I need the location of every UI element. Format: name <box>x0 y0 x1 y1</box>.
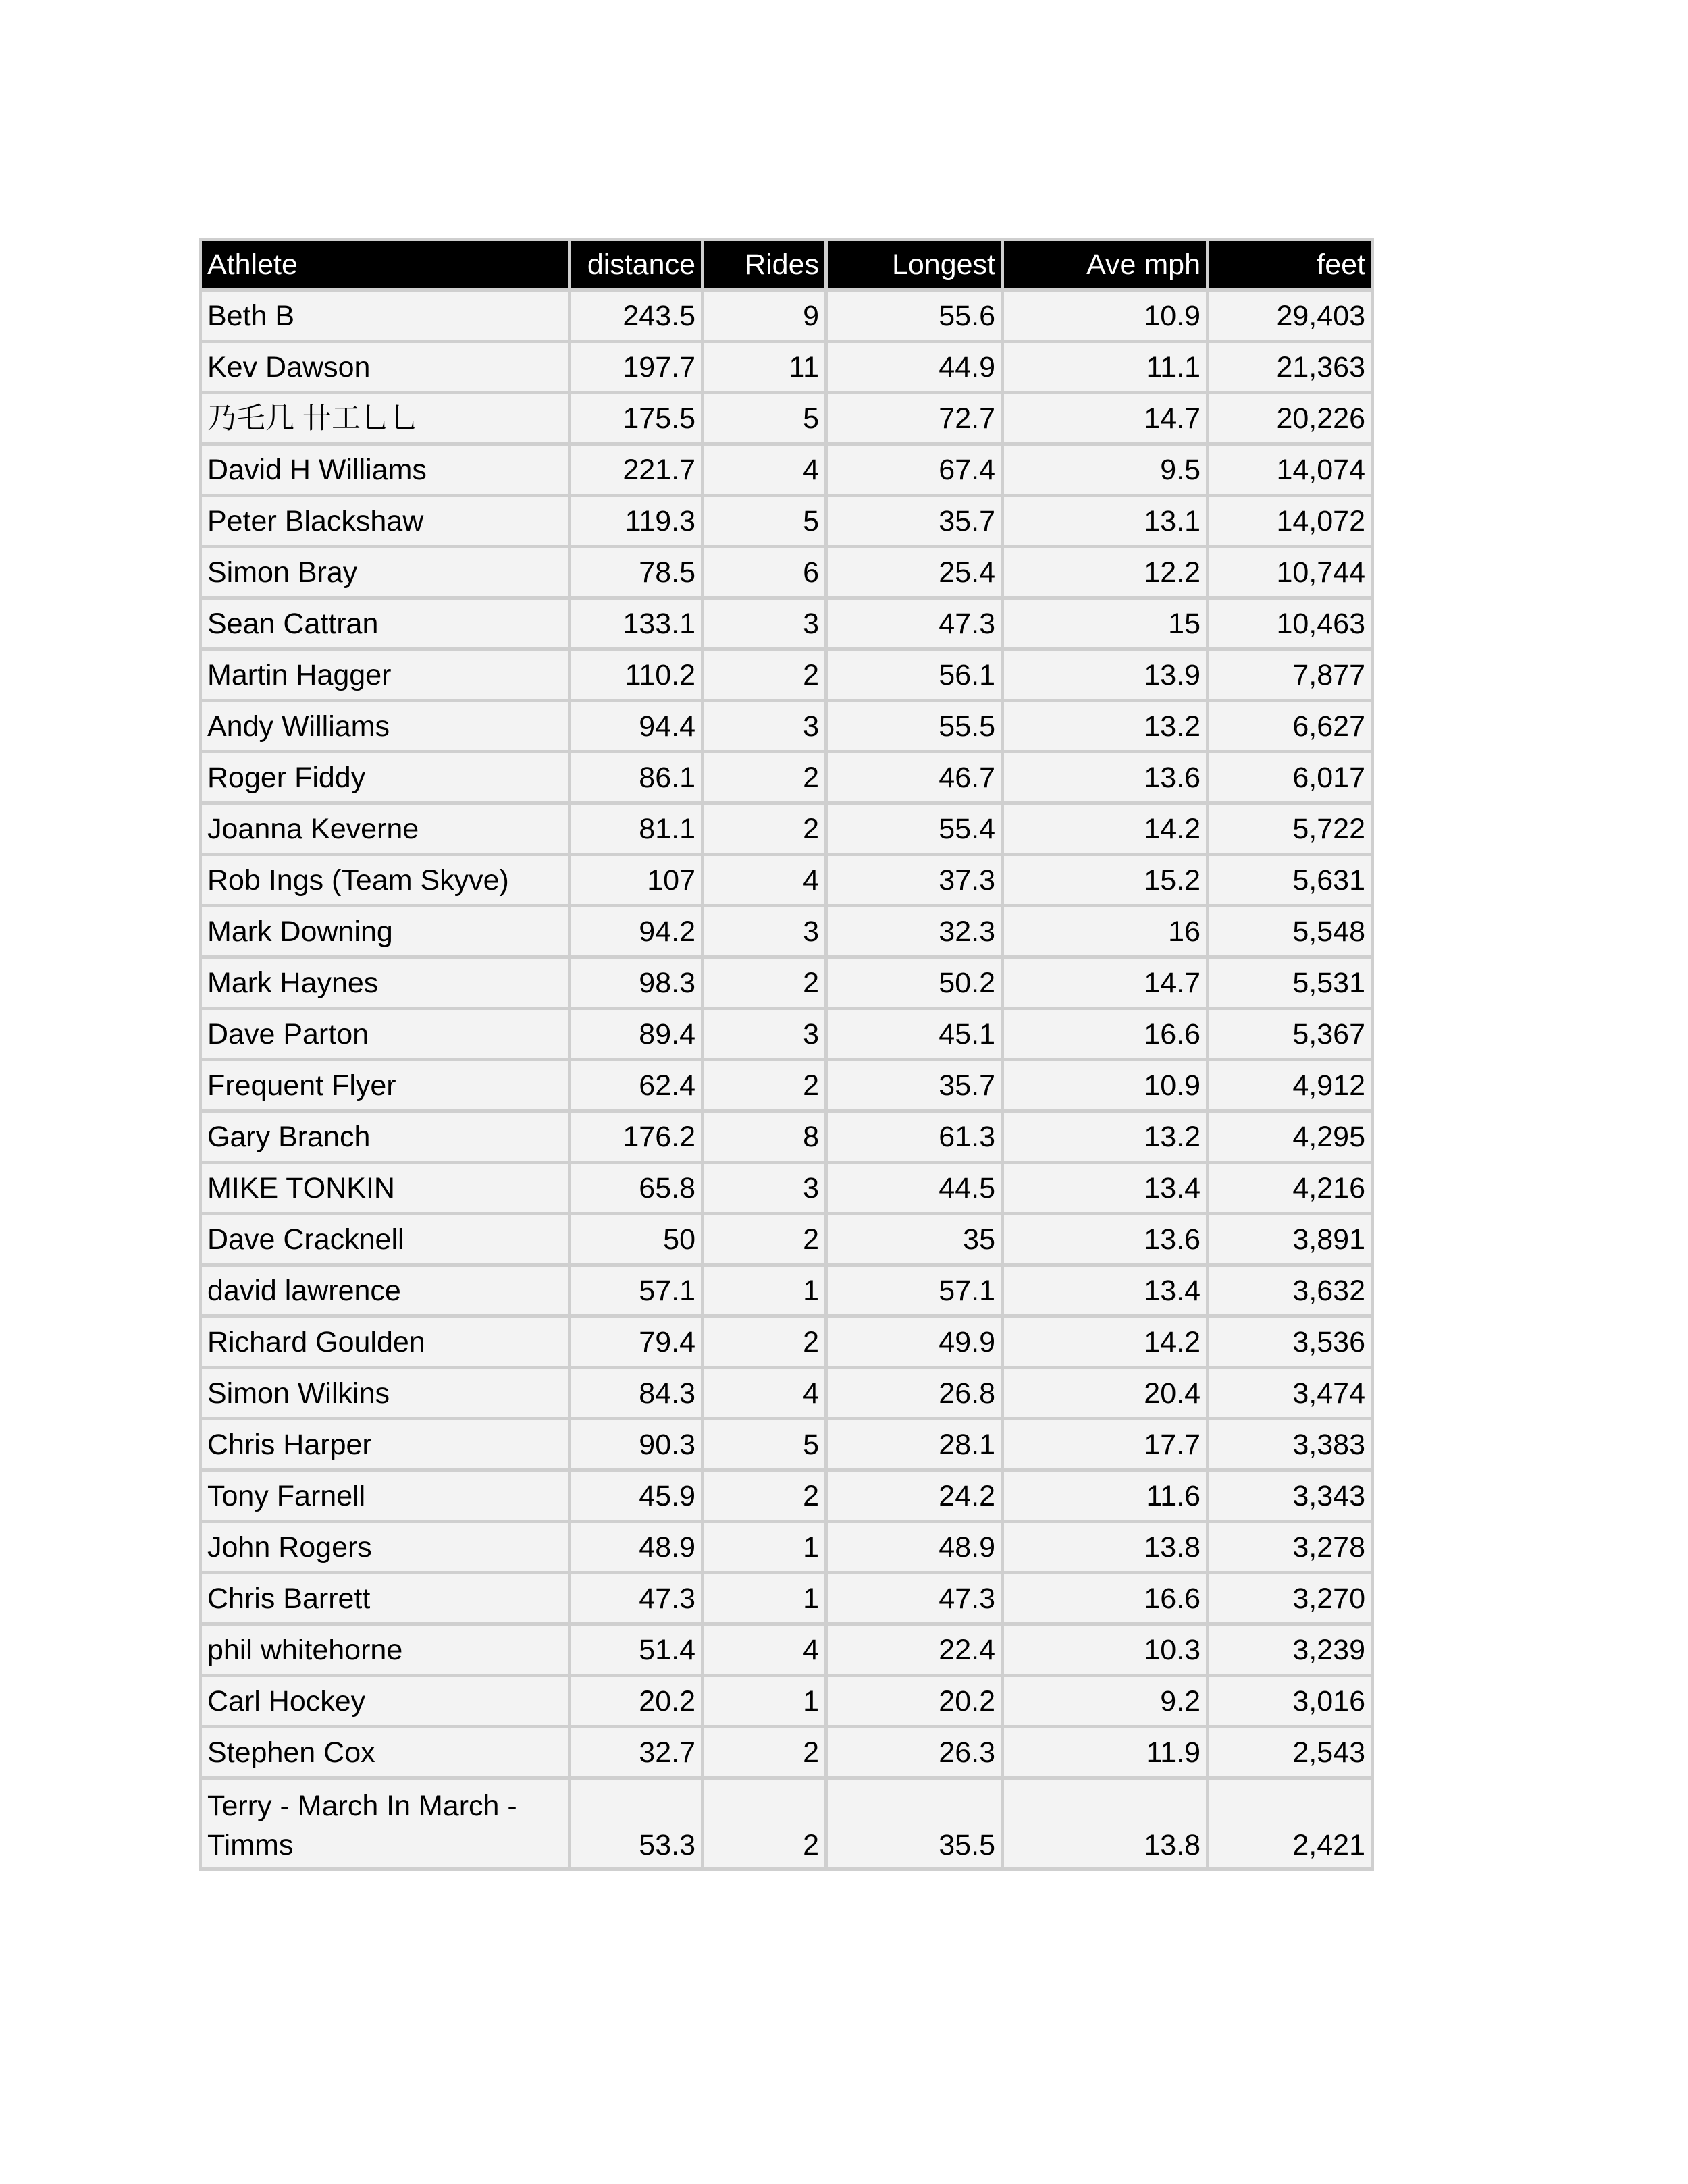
table-row <box>201 803 1373 855</box>
table-row <box>201 957 1373 1009</box>
cell-feet: 4,295 <box>1208 1111 1373 1163</box>
cell-feet: 14,074 <box>1208 444 1373 496</box>
cell-distance: 107 <box>570 855 703 906</box>
table-row <box>201 1214 1373 1265</box>
cell-athlete: Joanna Keverne <box>201 803 570 855</box>
cell-rides: 3 <box>703 701 826 752</box>
cell-feet: 6,017 <box>1208 752 1373 803</box>
cell-distance: 79.4 <box>570 1316 703 1368</box>
table-row <box>201 547 1373 598</box>
cell-ave-mph: 15.2 <box>1003 855 1208 906</box>
cell-ave-mph: 16.6 <box>1003 1009 1208 1060</box>
table-row <box>201 1009 1373 1060</box>
cell-rides: 1 <box>703 1522 826 1573</box>
cell-feet: 4,912 <box>1208 1060 1373 1111</box>
cell-rides: 8 <box>703 1111 826 1163</box>
cell-ave-mph: 9.5 <box>1003 444 1208 496</box>
table-row <box>201 444 1373 496</box>
cell-distance: 20.2 <box>570 1676 703 1727</box>
cell-distance: 133.1 <box>570 598 703 649</box>
cell-feet: 5,722 <box>1208 803 1373 855</box>
cell-athlete: Dave Cracknell <box>201 1214 570 1265</box>
cell-athlete: Chris Harper <box>201 1419 570 1470</box>
cell-ave-mph: 10.9 <box>1003 1060 1208 1111</box>
cell-athlete: John Rogers <box>201 1522 570 1573</box>
cell-longest: 35.7 <box>826 496 1003 547</box>
cell-rides: 3 <box>703 1163 826 1214</box>
cell-rides: 5 <box>703 1419 826 1470</box>
table-row <box>201 1111 1373 1163</box>
cell-distance: 45.9 <box>570 1470 703 1522</box>
cell-rides: 6 <box>703 547 826 598</box>
cell-rides: 11 <box>703 342 826 393</box>
cell-distance: 90.3 <box>570 1419 703 1470</box>
cell-athlete: Roger Fiddy <box>201 752 570 803</box>
cell-distance: 57.1 <box>570 1265 703 1316</box>
cell-rides: 1 <box>703 1265 826 1316</box>
cell-longest: 35.5 <box>826 1778 1003 1869</box>
cell-feet: 5,548 <box>1208 906 1373 957</box>
table-row <box>201 1573 1373 1624</box>
cell-distance: 86.1 <box>570 752 703 803</box>
cell-distance: 50 <box>570 1214 703 1265</box>
cell-longest: 50.2 <box>826 957 1003 1009</box>
cell-ave-mph: 12.2 <box>1003 547 1208 598</box>
table-row <box>201 1727 1373 1778</box>
cell-distance: 47.3 <box>570 1573 703 1624</box>
cell-rides: 2 <box>703 1060 826 1111</box>
cell-longest: 32.3 <box>826 906 1003 957</box>
cell-feet: 29,403 <box>1208 290 1373 342</box>
cell-rides: 2 <box>703 803 826 855</box>
cell-feet: 3,239 <box>1208 1624 1373 1676</box>
cell-ave-mph: 10.3 <box>1003 1624 1208 1676</box>
cell-rides: 2 <box>703 1778 826 1869</box>
table-row <box>201 701 1373 752</box>
header-feet: feet <box>1208 240 1373 290</box>
table-row <box>201 1676 1373 1727</box>
cell-ave-mph: 20.4 <box>1003 1368 1208 1419</box>
cell-ave-mph: 13.8 <box>1003 1522 1208 1573</box>
cell-longest: 56.1 <box>826 649 1003 701</box>
leaderboard-table <box>199 238 1374 1871</box>
cell-feet: 3,016 <box>1208 1676 1373 1727</box>
header-distance: distance <box>570 240 703 290</box>
cell-distance: 98.3 <box>570 957 703 1009</box>
header-longest: Longest <box>826 240 1003 290</box>
cell-athlete: david lawrence <box>201 1265 570 1316</box>
cell-feet: 14,072 <box>1208 496 1373 547</box>
cell-ave-mph: 11.6 <box>1003 1470 1208 1522</box>
cell-ave-mph: 13.2 <box>1003 701 1208 752</box>
cell-athlete: Dave Parton <box>201 1009 570 1060</box>
cell-athlete: Sean Cattran <box>201 598 570 649</box>
cell-distance: 110.2 <box>570 649 703 701</box>
cell-rides: 9 <box>703 290 826 342</box>
cell-longest: 55.4 <box>826 803 1003 855</box>
table-row <box>201 1419 1373 1470</box>
table-row <box>201 1522 1373 1573</box>
table-row <box>201 1265 1373 1316</box>
cell-rides: 2 <box>703 1214 826 1265</box>
cell-feet: 3,278 <box>1208 1522 1373 1573</box>
cell-feet: 6,627 <box>1208 701 1373 752</box>
header-row <box>201 240 1373 290</box>
cell-longest: 72.7 <box>826 393 1003 444</box>
cell-feet: 5,631 <box>1208 855 1373 906</box>
cell-ave-mph: 11.1 <box>1003 342 1208 393</box>
table-row <box>201 393 1373 444</box>
cell-ave-mph: 13.6 <box>1003 752 1208 803</box>
cell-longest: 48.9 <box>826 1522 1003 1573</box>
cell-rides: 3 <box>703 906 826 957</box>
cell-ave-mph: 11.9 <box>1003 1727 1208 1778</box>
table-row <box>201 496 1373 547</box>
header-rides: Rides <box>703 240 826 290</box>
table-row <box>201 906 1373 957</box>
cell-ave-mph: 14.2 <box>1003 803 1208 855</box>
cell-feet: 4,216 <box>1208 1163 1373 1214</box>
cell-longest: 57.1 <box>826 1265 1003 1316</box>
cell-feet: 3,632 <box>1208 1265 1373 1316</box>
cell-distance: 221.7 <box>570 444 703 496</box>
cell-rides: 5 <box>703 496 826 547</box>
cell-rides: 2 <box>703 1470 826 1522</box>
cell-longest: 47.3 <box>826 1573 1003 1624</box>
cell-ave-mph: 13.9 <box>1003 649 1208 701</box>
cell-longest: 26.3 <box>826 1727 1003 1778</box>
table-row <box>201 1060 1373 1111</box>
cell-athlete: Chris Barrett <box>201 1573 570 1624</box>
table-row <box>201 1470 1373 1522</box>
cell-athlete: Kev Dawson <box>201 342 570 393</box>
cell-ave-mph: 13.4 <box>1003 1163 1208 1214</box>
cell-longest: 44.5 <box>826 1163 1003 1214</box>
cell-rides: 4 <box>703 1368 826 1419</box>
header-ave-mph: Ave mph <box>1003 240 1208 290</box>
cell-rides: 1 <box>703 1676 826 1727</box>
cell-rides: 2 <box>703 649 826 701</box>
cell-rides: 3 <box>703 598 826 649</box>
cell-longest: 44.9 <box>826 342 1003 393</box>
cell-distance: 197.7 <box>570 342 703 393</box>
cell-distance: 175.5 <box>570 393 703 444</box>
cell-feet: 2,543 <box>1208 1727 1373 1778</box>
table-row <box>201 1368 1373 1419</box>
table-body <box>201 290 1373 1869</box>
cell-distance: 78.5 <box>570 547 703 598</box>
cell-athlete: David H Williams <box>201 444 570 496</box>
cell-ave-mph: 9.2 <box>1003 1676 1208 1727</box>
cell-distance: 62.4 <box>570 1060 703 1111</box>
cell-longest: 49.9 <box>826 1316 1003 1368</box>
cell-athlete: phil whitehorne <box>201 1624 570 1676</box>
cell-longest: 26.8 <box>826 1368 1003 1419</box>
cell-ave-mph: 15 <box>1003 598 1208 649</box>
cell-feet: 20,226 <box>1208 393 1373 444</box>
cell-feet: 3,474 <box>1208 1368 1373 1419</box>
table-row <box>201 649 1373 701</box>
table-row <box>201 1163 1373 1214</box>
cell-feet: 5,531 <box>1208 957 1373 1009</box>
cell-distance: 51.4 <box>570 1624 703 1676</box>
cell-athlete: Rob Ings (Team Skyve) <box>201 855 570 906</box>
cell-rides: 2 <box>703 1727 826 1778</box>
cell-ave-mph: 14.7 <box>1003 957 1208 1009</box>
cell-athlete: Simon Bray <box>201 547 570 598</box>
cell-distance: 94.4 <box>570 701 703 752</box>
cell-ave-mph: 16.6 <box>1003 1573 1208 1624</box>
table-row <box>201 598 1373 649</box>
cell-distance: 53.3 <box>570 1778 703 1869</box>
cell-ave-mph: 13.8 <box>1003 1778 1208 1869</box>
cell-ave-mph: 13.4 <box>1003 1265 1208 1316</box>
cell-feet: 7,877 <box>1208 649 1373 701</box>
cell-athlete: Martin Hagger <box>201 649 570 701</box>
header-athlete: Athlete <box>201 240 570 290</box>
cell-athlete: Simon Wilkins <box>201 1368 570 1419</box>
cell-athlete: Richard Goulden <box>201 1316 570 1368</box>
cell-longest: 28.1 <box>826 1419 1003 1470</box>
cell-feet: 5,367 <box>1208 1009 1373 1060</box>
cell-ave-mph: 13.1 <box>1003 496 1208 547</box>
cell-rides: 4 <box>703 855 826 906</box>
cell-athlete: Mark Haynes <box>201 957 570 1009</box>
cell-longest: 45.1 <box>826 1009 1003 1060</box>
cell-ave-mph: 17.7 <box>1003 1419 1208 1470</box>
cell-athlete: Peter Blackshaw <box>201 496 570 547</box>
cell-feet: 3,536 <box>1208 1316 1373 1368</box>
table-row <box>201 752 1373 803</box>
cell-ave-mph: 14.7 <box>1003 393 1208 444</box>
cell-distance: 176.2 <box>570 1111 703 1163</box>
cell-rides: 4 <box>703 1624 826 1676</box>
cell-distance: 119.3 <box>570 496 703 547</box>
cell-longest: 20.2 <box>826 1676 1003 1727</box>
cell-longest: 35 <box>826 1214 1003 1265</box>
cell-feet: 21,363 <box>1208 342 1373 393</box>
cell-athlete: MIKE TONKIN <box>201 1163 570 1214</box>
cell-longest: 55.6 <box>826 290 1003 342</box>
cell-feet: 3,270 <box>1208 1573 1373 1624</box>
cell-athlete: Frequent Flyer <box>201 1060 570 1111</box>
cell-distance: 48.9 <box>570 1522 703 1573</box>
cell-feet: 2,421 <box>1208 1778 1373 1869</box>
cell-ave-mph: 13.2 <box>1003 1111 1208 1163</box>
cell-athlete: Terry - March In March - Timms <box>201 1778 570 1869</box>
cell-athlete: Beth B <box>201 290 570 342</box>
cell-distance: 89.4 <box>570 1009 703 1060</box>
cell-feet: 3,891 <box>1208 1214 1373 1265</box>
cell-longest: 24.2 <box>826 1470 1003 1522</box>
cell-ave-mph: 13.6 <box>1003 1214 1208 1265</box>
cell-feet: 10,463 <box>1208 598 1373 649</box>
cell-rides: 4 <box>703 444 826 496</box>
cell-feet: 10,744 <box>1208 547 1373 598</box>
cell-athlete: Carl Hockey <box>201 1676 570 1727</box>
cell-athlete: Andy Williams <box>201 701 570 752</box>
cell-feet: 3,383 <box>1208 1419 1373 1470</box>
cell-athlete: Tony Farnell <box>201 1470 570 1522</box>
cell-longest: 47.3 <box>826 598 1003 649</box>
cell-ave-mph: 16 <box>1003 906 1208 957</box>
cell-feet: 3,343 <box>1208 1470 1373 1522</box>
cell-longest: 25.4 <box>826 547 1003 598</box>
cell-athlete: Gary Branch <box>201 1111 570 1163</box>
table-row <box>201 1624 1373 1676</box>
cell-distance: 65.8 <box>570 1163 703 1214</box>
cell-longest: 37.3 <box>826 855 1003 906</box>
cell-distance: 84.3 <box>570 1368 703 1419</box>
table-row <box>201 1778 1373 1869</box>
cell-athlete: Mark Downing <box>201 906 570 957</box>
cell-longest: 67.4 <box>826 444 1003 496</box>
cell-ave-mph: 10.9 <box>1003 290 1208 342</box>
cell-rides: 2 <box>703 957 826 1009</box>
table-row <box>201 1316 1373 1368</box>
table-row <box>201 855 1373 906</box>
cell-ave-mph: 14.2 <box>1003 1316 1208 1368</box>
cell-longest: 55.5 <box>826 701 1003 752</box>
cell-distance: 81.1 <box>570 803 703 855</box>
cell-distance: 94.2 <box>570 906 703 957</box>
cell-longest: 46.7 <box>826 752 1003 803</box>
cell-athlete: 乃乇几 卄工乚乚 <box>201 393 570 444</box>
cell-athlete: Stephen Cox <box>201 1727 570 1778</box>
cell-longest: 22.4 <box>826 1624 1003 1676</box>
table-row <box>201 290 1373 342</box>
cell-distance: 32.7 <box>570 1727 703 1778</box>
cell-rides: 5 <box>703 393 826 444</box>
cell-distance: 243.5 <box>570 290 703 342</box>
cell-rides: 1 <box>703 1573 826 1624</box>
cell-rides: 3 <box>703 1009 826 1060</box>
cell-longest: 35.7 <box>826 1060 1003 1111</box>
cell-longest: 61.3 <box>826 1111 1003 1163</box>
table-row <box>201 342 1373 393</box>
cell-rides: 2 <box>703 1316 826 1368</box>
cell-rides: 2 <box>703 752 826 803</box>
